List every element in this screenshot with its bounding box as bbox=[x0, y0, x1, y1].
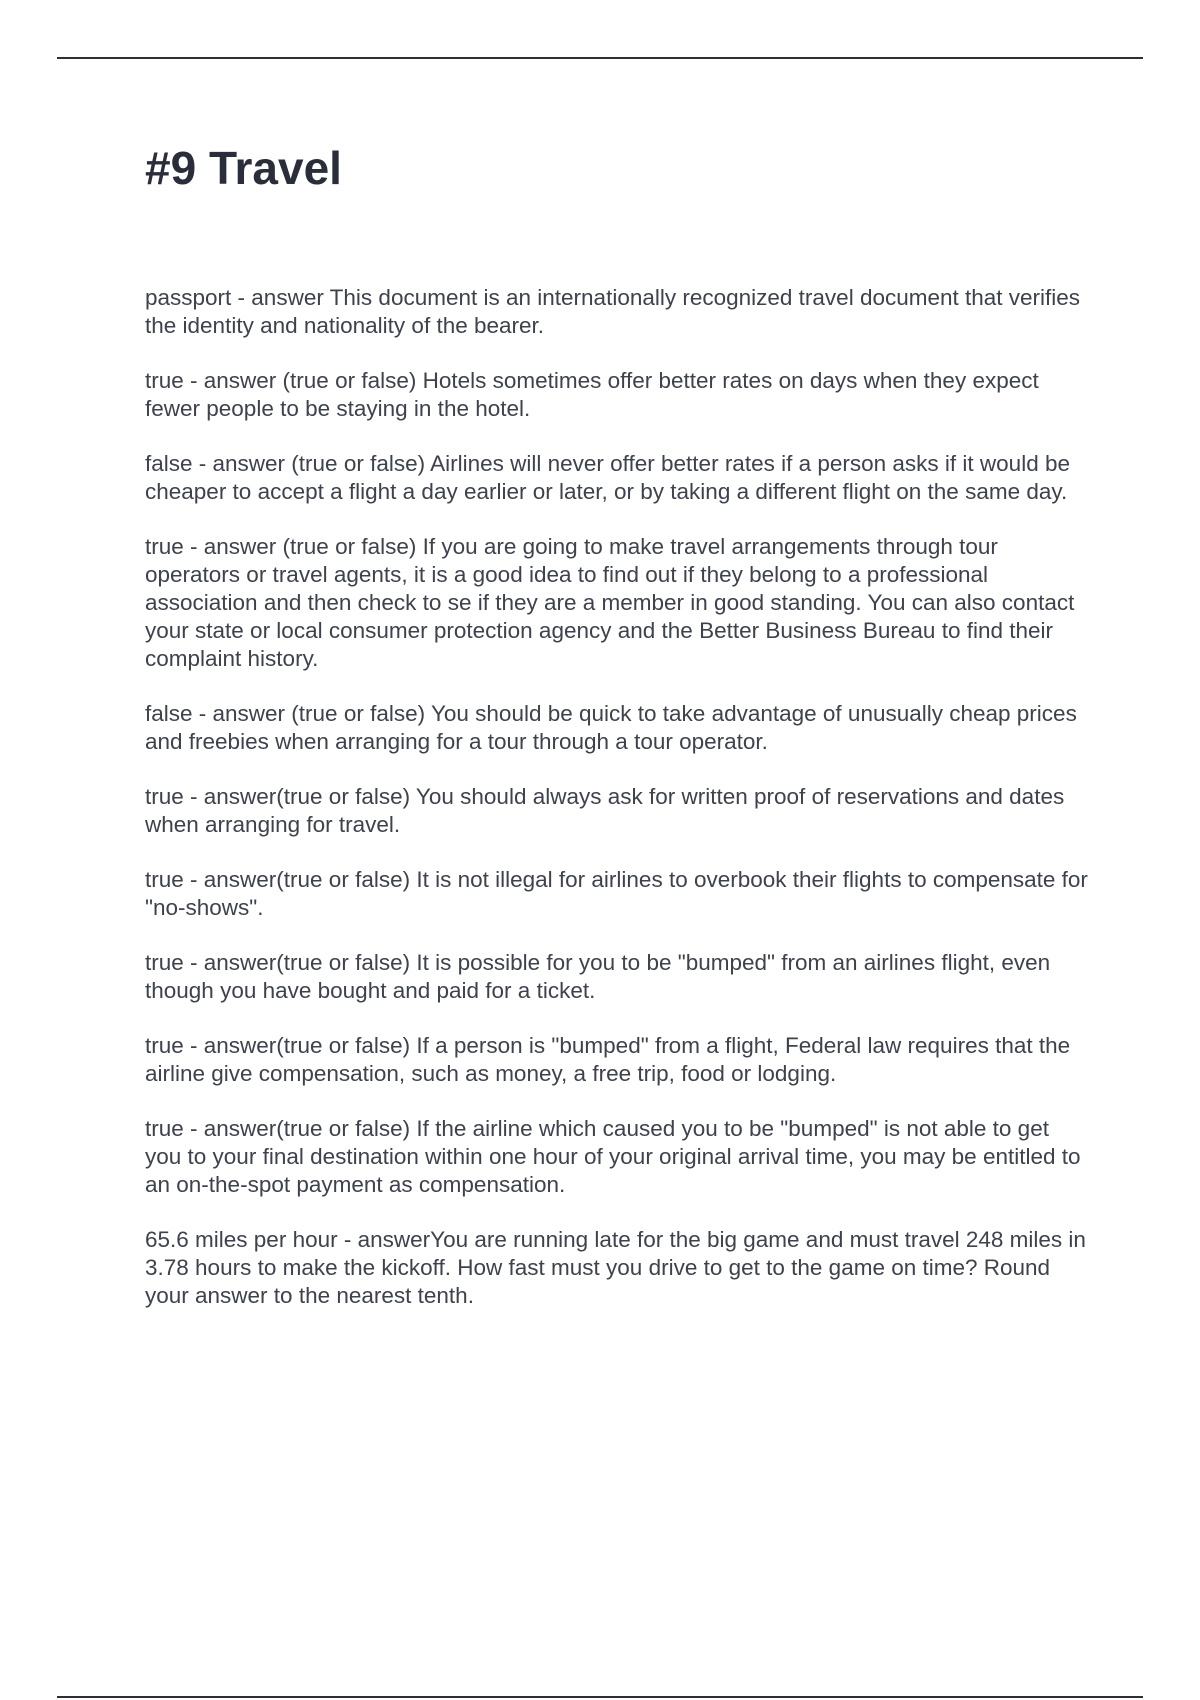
bottom-rule bbox=[57, 1696, 1143, 1698]
qa-entry: true - answer(true or false) You should always ask for written proof of reservations and dates when arranging for travel. bbox=[145, 784, 1065, 837]
qa-entry: true - answer(true or false) It is possible for you to be "bumped" from an airlines flight, even though you have bought and paid for a ticket. bbox=[145, 950, 1051, 1003]
qa-entry: true - answer(true or false) If a person is "bumped" from a flight, Federal law requires that the airline give compensation, such as money, a free trip, food or lodging. bbox=[145, 1033, 1071, 1086]
qa-entry: true - answer (true or false) If you are going to make travel arrangements through tour operators or travel agents, it is a good idea to find out if they belong to a professional association and then check to se if they are a member in good standing. You can also contact your state or local consumer protection agency and the Better Business Bureau to find their complaint history. bbox=[145, 534, 1075, 671]
qa-entry: false - answer (true or false) You should be quick to take advantage of unusually cheap prices and freebies when arranging for a tour through a tour operator. bbox=[145, 701, 1077, 754]
qa-entry: 65.6 miles per hour - answerYou are running late for the big game and must travel 248 miles in 3.78 hours to make the kickoff. How fast must you drive to get to the game on time? Round your answer to the nearest tenth. bbox=[145, 1227, 1086, 1308]
page-title: #9 Travel bbox=[145, 142, 342, 194]
qa-entry: true - answer (true or false) Hotels sometimes offer better rates on days when they expect fewer people to be staying in the hotel. bbox=[145, 368, 1039, 421]
top-rule bbox=[57, 57, 1143, 59]
qa-entry: true - answer(true or false) If the airline which caused you to be "bumped" is not able to get you to your final destination within one hour of your original arrival time, you may be entitled to an on-the-spot payment as compensation. bbox=[145, 1116, 1081, 1197]
qa-entry: false - answer (true or false) Airlines will never offer better rates if a person asks if it would be cheaper to accept a flight a day earlier or later, or by taking a different flight on the same day. bbox=[145, 451, 1070, 504]
qa-entry: passport - answer This document is an internationally recognized travel document that verifies the identity and nationality of the bearer. bbox=[145, 285, 1081, 338]
qa-list bbox=[145, 284, 1090, 1337]
qa-entry: true - answer(true or false) It is not illegal for airlines to overbook their flights to compensate for "no-shows". bbox=[145, 867, 1088, 920]
